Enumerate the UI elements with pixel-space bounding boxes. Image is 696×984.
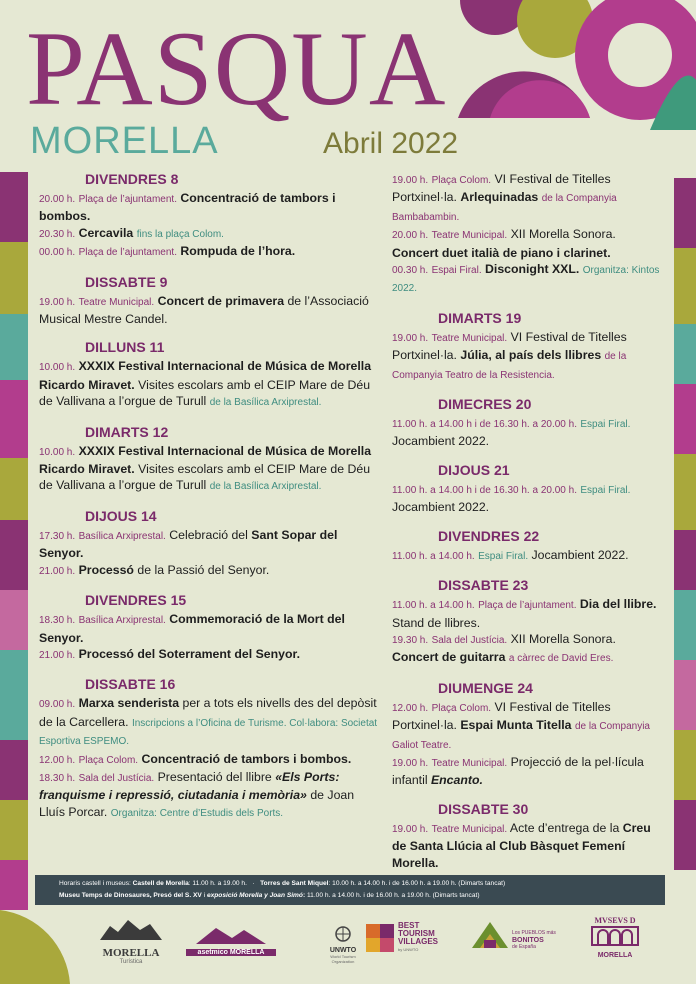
event: 19.00 h. Teatre Municipal. Concert de primavera de l’Associació Musical Mestre Candel. — [39, 293, 369, 327]
day-heading: DIUMENGE 24 — [438, 679, 533, 696]
opening-hours-bar — [35, 875, 665, 905]
event: 00.00 h. Plaça de l’ajuntament. Rompuda de l’hora. — [39, 244, 296, 259]
event: 11.00 h. a 14.00 h. Espai Firal. Jocambient 2022. — [392, 547, 629, 562]
event: 11.00 h. a 14.00 h i de 16.30 h. a 20.00 h. Espai Firal. Jocambient 2022. — [392, 484, 631, 515]
event: 11.00 h. a 14.00 h. Plaça de l’ajuntament. Dia del llibre. Stand de llibres. — [392, 597, 657, 630]
event: 20.30 h. Cercavila fins la plaça Colom. — [39, 225, 224, 240]
day-heading: DIVENDRES 8 — [85, 171, 179, 187]
museus-morella-logo: MVSEVS D MORELLA — [590, 916, 640, 968]
day-heading: DISSABTE 9 — [85, 273, 168, 290]
day-heading: DISSABTE 23 — [438, 577, 529, 594]
hours-line-2: Museu Temps de Dinosaures, Presó del S. XV i exposició Morella y Joan Simó: 11.00 h. a 14.00 h. i de 16.00 h. a 19.00 h. (Dimarts tancat) — [59, 892, 480, 899]
asetmico-logo: asetmico MORELLA — [186, 926, 276, 956]
day-heading: DIVENDRES 15 — [85, 592, 187, 609]
unwto-logo: UNWTO World Tourism Organization — [322, 926, 364, 964]
arches-icon — [590, 925, 640, 947]
event: 12.00 h. Plaça Colom. Concentració de tambors i bombos. — [39, 751, 352, 766]
event: 21.00 h. Processó de la Passió del Senyor. — [39, 562, 270, 577]
event: 17.30 h. Basílica Arxiprestal. Celebració del Sant Sopar del Senyor. — [39, 527, 338, 561]
pueblos-bonitos-logo: Los PUEBLOS más BONITOS de España — [470, 918, 570, 964]
day-heading: DILLUNS 11 — [85, 339, 165, 356]
event: 19.00 h. Plaça Colom. VI Festival de Titelles Portxinel·la. Arlequinadas de la Companyia Bambabambin. — [392, 172, 617, 223]
event: 18.30 h. Sala del Justícia. Presentació del llibre «Els Ports: franquisme i repressió, ciutadania i memòria» de Joan Lluís Porcar. Organitza: Centre d’Estudis dels Ports. — [39, 769, 355, 819]
town-name: MORELLA — [30, 120, 219, 162]
poster-title: PASQUA — [26, 10, 447, 127]
best-tourism-villages-logo: BEST TOURISM VILLAGES by UNWTO — [366, 922, 458, 962]
event: 11.00 h. a 14.00 h i de 16.30 h. a 20.00 h. Espai Firal. Jocambient 2022. — [392, 419, 631, 449]
event: 10.00 h. XXXIX Festival Internacional de Música de Morella Ricardo Miravet. Visites escolars amb el CEIP Mare de Déu de Vallivana a l’orgue de Turull de la Basílica Arxiprestal. — [39, 359, 372, 409]
day-heading: DIMARTS 12 — [85, 423, 169, 440]
day-heading: DIJOUS 14 — [85, 507, 157, 524]
sponsor-logos — [0, 912, 696, 972]
day-heading: DIJOUS 21 — [438, 461, 510, 478]
day-heading: DIMECRES 20 — [438, 396, 532, 413]
morella-turistica-logo: MORELLA Turística — [96, 918, 166, 965]
day-heading: DIMARTS 19 — [438, 309, 522, 326]
hours-line-1: Horaris castell i museus: Castell de Morella: 11.00 h. a 19.00 h. · Torres de Sant Miquel: 10.00 h. a 14.00 h. i de 16.00 h. a 19.00 h. (Dimarts tancat) — [59, 880, 506, 887]
globe-icon — [322, 926, 364, 942]
castle-icon — [96, 918, 166, 942]
geometric-icon — [366, 924, 394, 952]
event: 19.00 h. Teatre Municipal. Acte d’entrega de la Creu de Santa Llúcia al Club Bàsquet Femení Morella. — [392, 820, 651, 870]
event-date: Abril 2022 — [323, 127, 459, 160]
event: 12.00 h. Plaça Colom. VI Festival de Titelles Portxinel·la. Espai Munta Titella de la Companyia Galiot Teatre. — [392, 699, 650, 751]
event: 20.00 h. Teatre Municipal. XII Morella Sonora. Concert duet italià de piano i clarinet. — [392, 227, 616, 260]
mountains-icon — [186, 926, 276, 944]
event: 19.00 h. Teatre Municipal. VI Festival de Titelles Portxinel·la. Júlia, al país dels llibres de la Companyia Teatro de la Resistencia. — [392, 329, 627, 381]
ring-hole — [608, 23, 672, 87]
event: 20.00 h. Plaça de l’ajuntament. Concentració de tambors i bombos. — [39, 191, 336, 224]
village-icon — [470, 918, 510, 958]
event: 19.30 h. Sala del Justícia. XII Morella Sonora. Concert de guitarra a càrrec de David Eres. — [392, 631, 616, 665]
day-heading: DISSABTE 30 — [438, 800, 529, 817]
program-right-column — [392, 171, 662, 871]
event: 10.00 h. XXXIX Festival Internacional de Música de Morella Ricardo Miravet. Visites escolars amb el CEIP Mare de Déu de Vallivana a l’orgue de Turull de la Basílica Arxiprestal. — [39, 443, 372, 493]
event: 00.30 h. Espai Firal. Disconight XXL. Organitza: Kintos 2022. — [392, 262, 660, 295]
event: 21.00 h. Processó del Soterrament del Senyor. — [39, 646, 301, 661]
event: 09.00 h. Marxa senderista per a tots els nivells des del depòsit de la Carcellera. Inscripcions a l’Oficina de Turisme. Col·labora: Societat Esportiva ESPEMO. — [39, 696, 378, 748]
left-strip — [0, 172, 28, 242]
day-heading: DISSABTE 16 — [85, 676, 176, 693]
program-left-column — [39, 171, 379, 822]
event: 19.00 h. Teatre Municipal. Projecció de la pel·lícula infantil Encanto. — [392, 754, 644, 788]
event: 18.30 h. Basílica Arxiprestal. Commemoració de la Mort del Senyor. — [39, 612, 345, 645]
day-heading: DIVENDRES 22 — [438, 527, 540, 544]
right-strip — [674, 178, 696, 248]
